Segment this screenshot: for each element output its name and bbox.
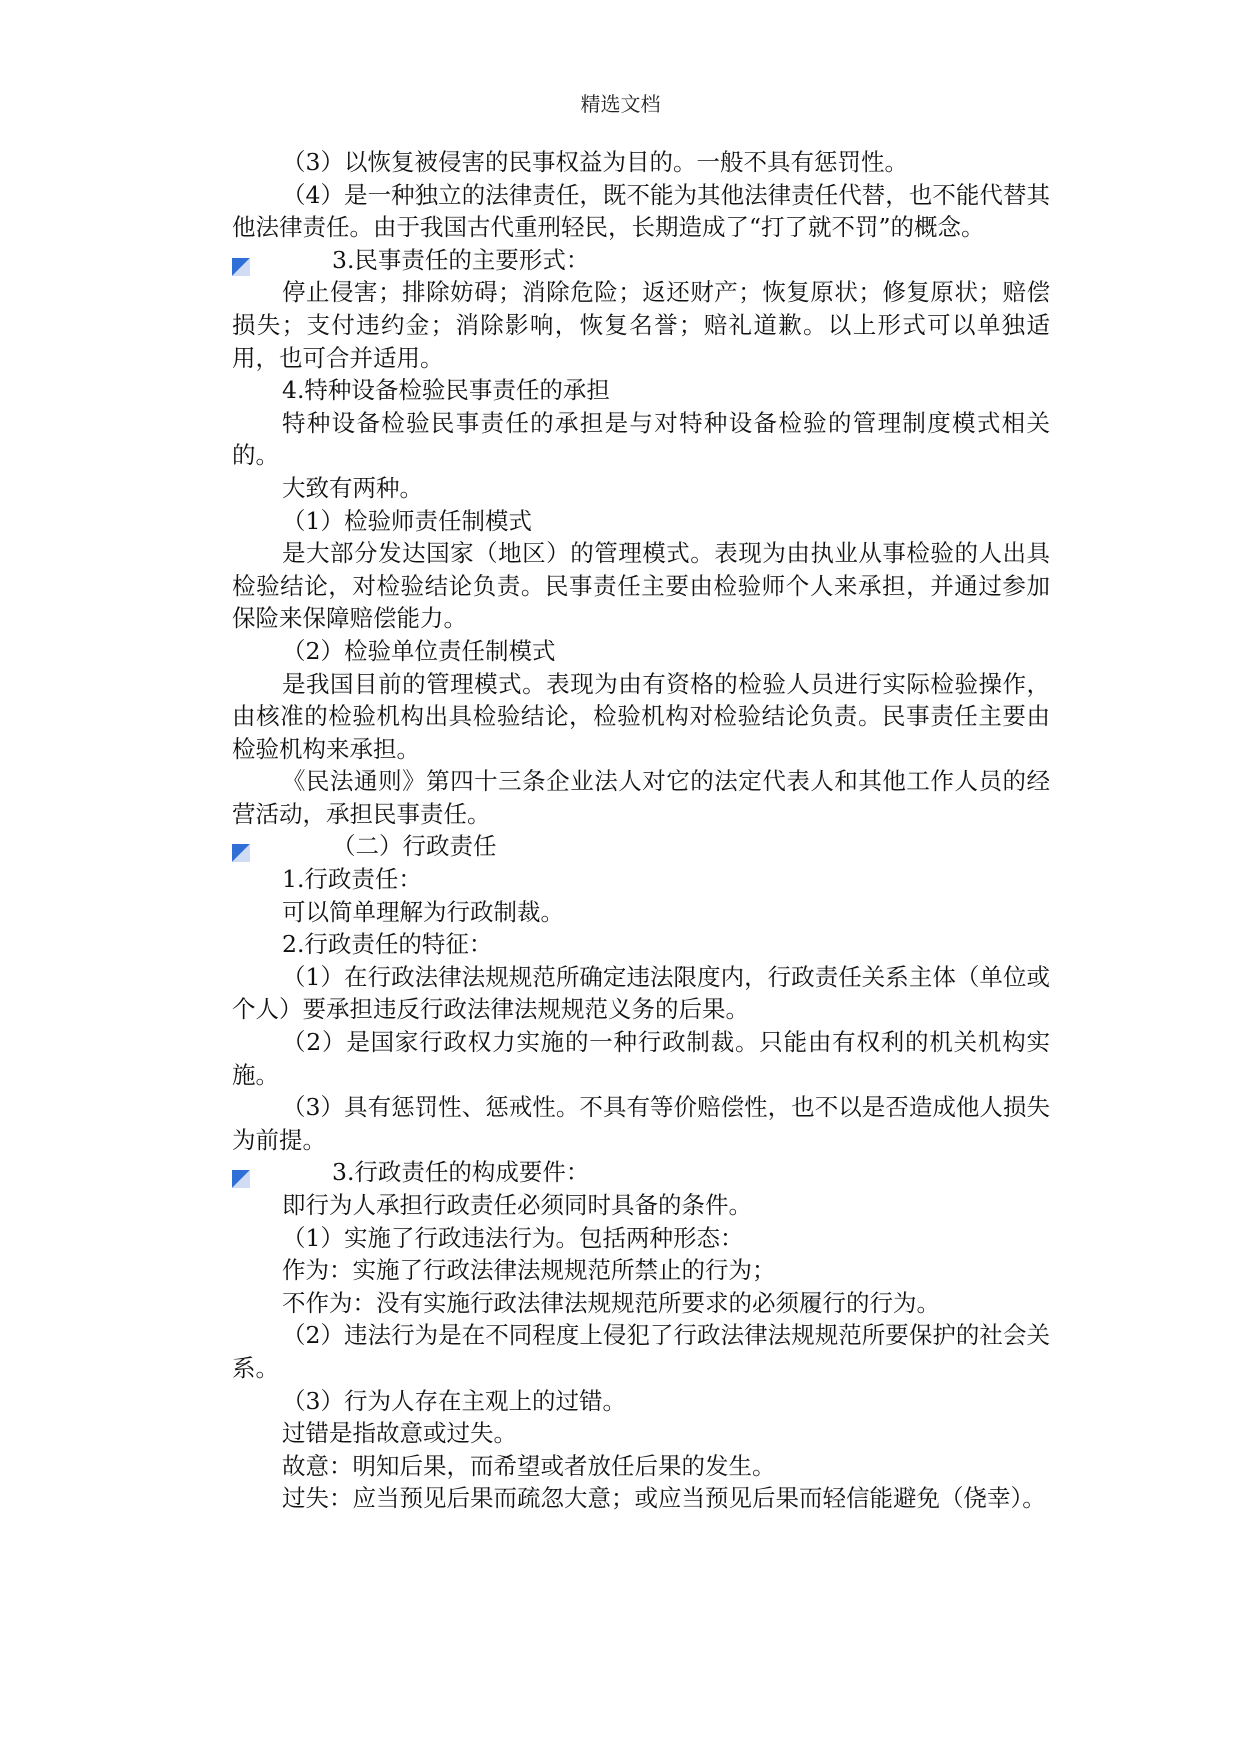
paragraph: （2）是国家行政权力实施的一种行政制裁。只能由有权利的机关机构实施。 xyxy=(232,1028,1050,1089)
paragraph: 过错是指故意或过失。 xyxy=(282,1419,517,1448)
paragraph: 故意：明知后果，而希望或者放任后果的发生。 xyxy=(282,1451,776,1480)
section-heading: 3.民事责任的主要形式： xyxy=(332,245,590,274)
paragraph: （3）以恢复被侵害的民事权益为目的。一般不具有惩罚性。 xyxy=(282,148,908,176)
paragraph: 不作为：没有实施行政法律法规规范所要求的必须履行的行为。 xyxy=(282,1288,940,1317)
heading-line xyxy=(232,1156,1050,1189)
section-heading: 1.行政责任： xyxy=(282,865,422,894)
section-heading: 4.特种设备检验民事责任的承担 xyxy=(282,376,610,405)
bookmark-icon[interactable] xyxy=(232,838,250,856)
paragraph: 过失：应当预见后果而疏忽大意；或应当预见后果而轻信能避免（侥幸）。 xyxy=(282,1484,1046,1513)
bookmark-icon[interactable] xyxy=(232,1164,250,1182)
paragraph: （1）在行政法律法规规范所确定违法限度内，行政责任关系主体（单位或个人）要承担违反行政法律法规规范义务的后果。 xyxy=(232,962,1050,1024)
paragraph: （2）违法行为是在不同程度上侵犯了行政法律法规规范所要保护的社会关系。 xyxy=(232,1321,1050,1382)
paragraph: （1）检验师责任制模式 xyxy=(282,506,532,535)
paragraph: 即行为人承担行政责任必须同时具备的条件。 xyxy=(282,1191,752,1219)
section-heading: （二）行政责任 xyxy=(332,832,497,861)
paragraph: 是我国目前的管理模式。表现为由有资格的检验人员进行实际检验操作，由核准的检验机构出具检验结论，检验机构对检验结论负责。民事责任主要由检验机构来承担。 xyxy=(232,669,1050,763)
section-heading: 3.行政责任的构成要件： xyxy=(332,1158,590,1187)
page-header: 精选文档 xyxy=(580,92,661,116)
paragraph: 《民法通则》第四十三条企业法人对它的法定代表人和其他工作人员的经营活动，承担民事责任。 xyxy=(232,767,1050,828)
bookmark-icon[interactable] xyxy=(232,252,250,270)
heading-line xyxy=(232,830,1050,863)
paragraph: 大致有两种。 xyxy=(282,473,423,502)
document-body xyxy=(232,146,1050,1515)
paragraph: （4）是一种独立的法律责任，既不能为其他法律责任代替，也不能代替其他法律责任。由于我国古代重刑轻民，长期造成了“打了就不罚”的概念。 xyxy=(232,180,1050,242)
section-heading: 2.行政责任的特征： xyxy=(282,930,493,959)
paragraph: 作为：实施了行政法律法规规范所禁止的行为； xyxy=(282,1256,776,1285)
paragraph: 可以简单理解为行政制裁。 xyxy=(282,897,564,926)
paragraph: （2）检验单位责任制模式 xyxy=(282,636,556,665)
paragraph: 是大部分发达国家（地区）的管理模式。表现为由执业从事检验的人出具检验结论，对检验结论负责。民事责任主要由检验师个人来承担，并通过参加保险来保障赔偿能力。 xyxy=(232,539,1050,633)
paragraph: （3）行为人存在主观上的过错。 xyxy=(282,1386,626,1415)
paragraph: 停止侵害；排除妨碍；消除危险；返还财产；恢复原状；修复原状；赔偿损失；支付违约金；消除影响，恢复名誉；赔礼道歉。以上形式可以单独适用，也可合并适用。 xyxy=(232,278,1050,372)
paragraph: （1）实施了行政违法行为。包括两种形态： xyxy=(282,1223,744,1252)
paragraph: （3）具有惩罚性、惩戒性。不具有等价赔偿性，也不以是否造成他人损失为前提。 xyxy=(232,1093,1050,1154)
heading-line xyxy=(232,244,1050,277)
paragraph: 特种设备检验民事责任的承担是与对特种设备检验的管理制度模式相关的。 xyxy=(232,408,1050,470)
